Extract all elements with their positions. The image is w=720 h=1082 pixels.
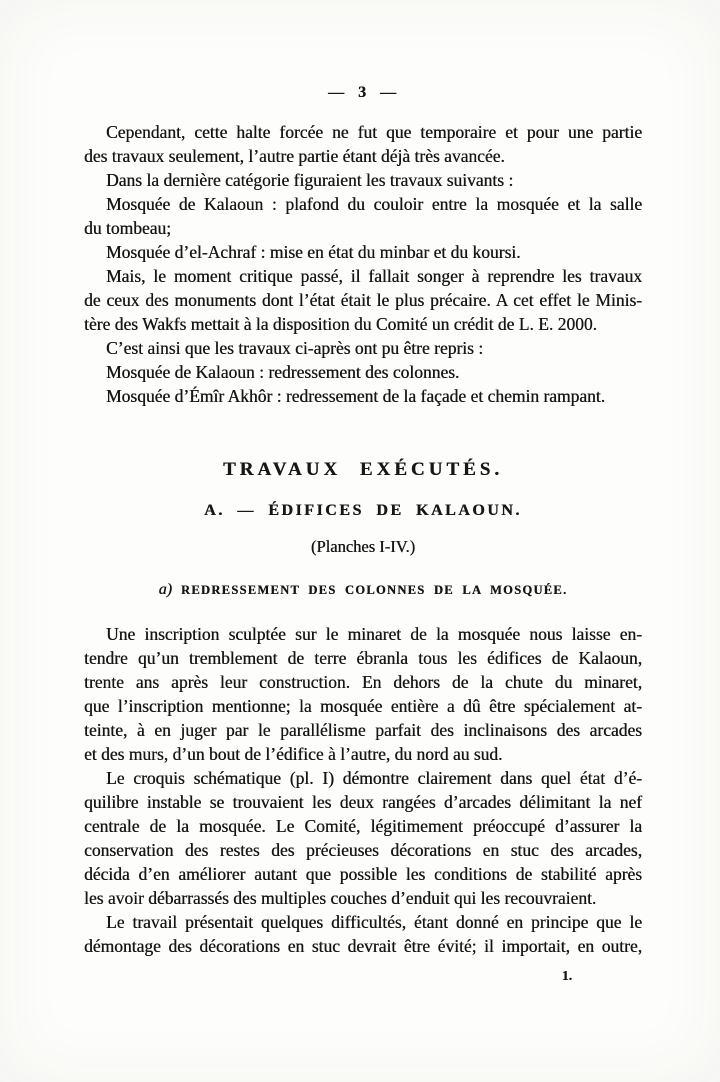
section-heading: A. — ÉDIFICES DE KALAOUN. — [204, 502, 522, 519]
text-line: C’est ainsi que les travaux ci-après ont pu être repris : — [106, 338, 484, 358]
text-line: de ceux des monuments dont l’état était le plus précaire. A cet effet le Minis- — [84, 290, 642, 310]
text-line: Le travail présentait quelques difficultés, étant donné en principe que le — [106, 912, 642, 932]
text-line: les avoir débarrassés des multiples couches d’enduit qui les recouvraient. — [84, 888, 597, 908]
subsection-title: REDRESSEMENT DES COLONNES DE LA MOSQUÉE. — [180, 583, 568, 597]
signature-mark: 1. — [561, 968, 572, 983]
text-line: Le croquis schématique (pl. I) démontre clairement dans quel état d’é- — [106, 768, 642, 788]
page-number: — 3 — — [328, 84, 398, 101]
text-line: centrale de la mosquée. Le Comité, légitimement préoccupé d’assurer la — [84, 816, 642, 836]
text-line: des travaux seulement, l’autre partie étant déjà très avancée. — [84, 146, 505, 166]
text-line: et des murs, d’un bout de l’édifice à l’autre, du nord au sud. — [84, 744, 503, 764]
text-line: Mosquée de Kalaoun : redressement des colonnes. — [106, 362, 460, 382]
plates-note: (Planches I-IV.) — [310, 537, 416, 556]
text-line: tère des Wakfs mettait à la disposition du Comité un crédit de L. E. 2000. — [84, 314, 597, 334]
text-line: trente ans après leur construction. En dehors de la chute du minaret, — [84, 672, 642, 692]
text-line: quilibre instable se trouvaient les deux rangées d’arcades délimitant la nef — [84, 792, 642, 812]
text-line: Mosquée d’el-Achraf : mise en état du minbar et du koursi. — [106, 242, 521, 262]
text-line: teinte, à en juger par le parallélisme parfait des inclinaisons des arcades — [84, 720, 642, 740]
subsection-letter: a) — [158, 581, 172, 598]
intro-paragraphs — [84, 120, 642, 408]
subsection-heading — [84, 580, 642, 600]
text-line: Mais, le moment critique passé, il fallait songer à reprendre les travaux — [106, 266, 642, 286]
text-line: Cependant, cette halte forcée ne fut que temporaire et pour une partie — [106, 122, 642, 142]
text-line: tendre qu’un tremblement de terre ébranla tous les édifices de Kalaoun, — [84, 648, 642, 668]
text-line: Mosquée d’Émîr Akhôr : redressement de la façade et chemin rampant. — [106, 386, 606, 406]
text-line: conservation des restes des précieuses décorations en stuc des arcades, — [84, 840, 642, 860]
text-line: Dans la dernière catégorie figuraient les travaux suivants : — [106, 170, 514, 190]
text-line: du tombeau; — [84, 218, 171, 238]
text-line: Une inscription sculptée sur le minaret de la mosquée nous laisse en- — [106, 624, 642, 644]
text-line: décida d’en améliorer autant que possible les conditions de stabilité après — [84, 864, 642, 884]
text-line: démontage des décorations en stuc devrait être évité; il importait, en outre, — [84, 936, 642, 956]
text-line: Mosquée de Kalaoun : plafond du couloir entre la mosquée et la salle — [106, 194, 642, 214]
body-paragraphs — [84, 622, 642, 958]
text-line: que l’inscription mentionne; la mosquée entière a dû être spécialement at- — [84, 696, 642, 716]
main-heading: TRAVAUX EXÉCUTÉS. — [222, 459, 504, 480]
